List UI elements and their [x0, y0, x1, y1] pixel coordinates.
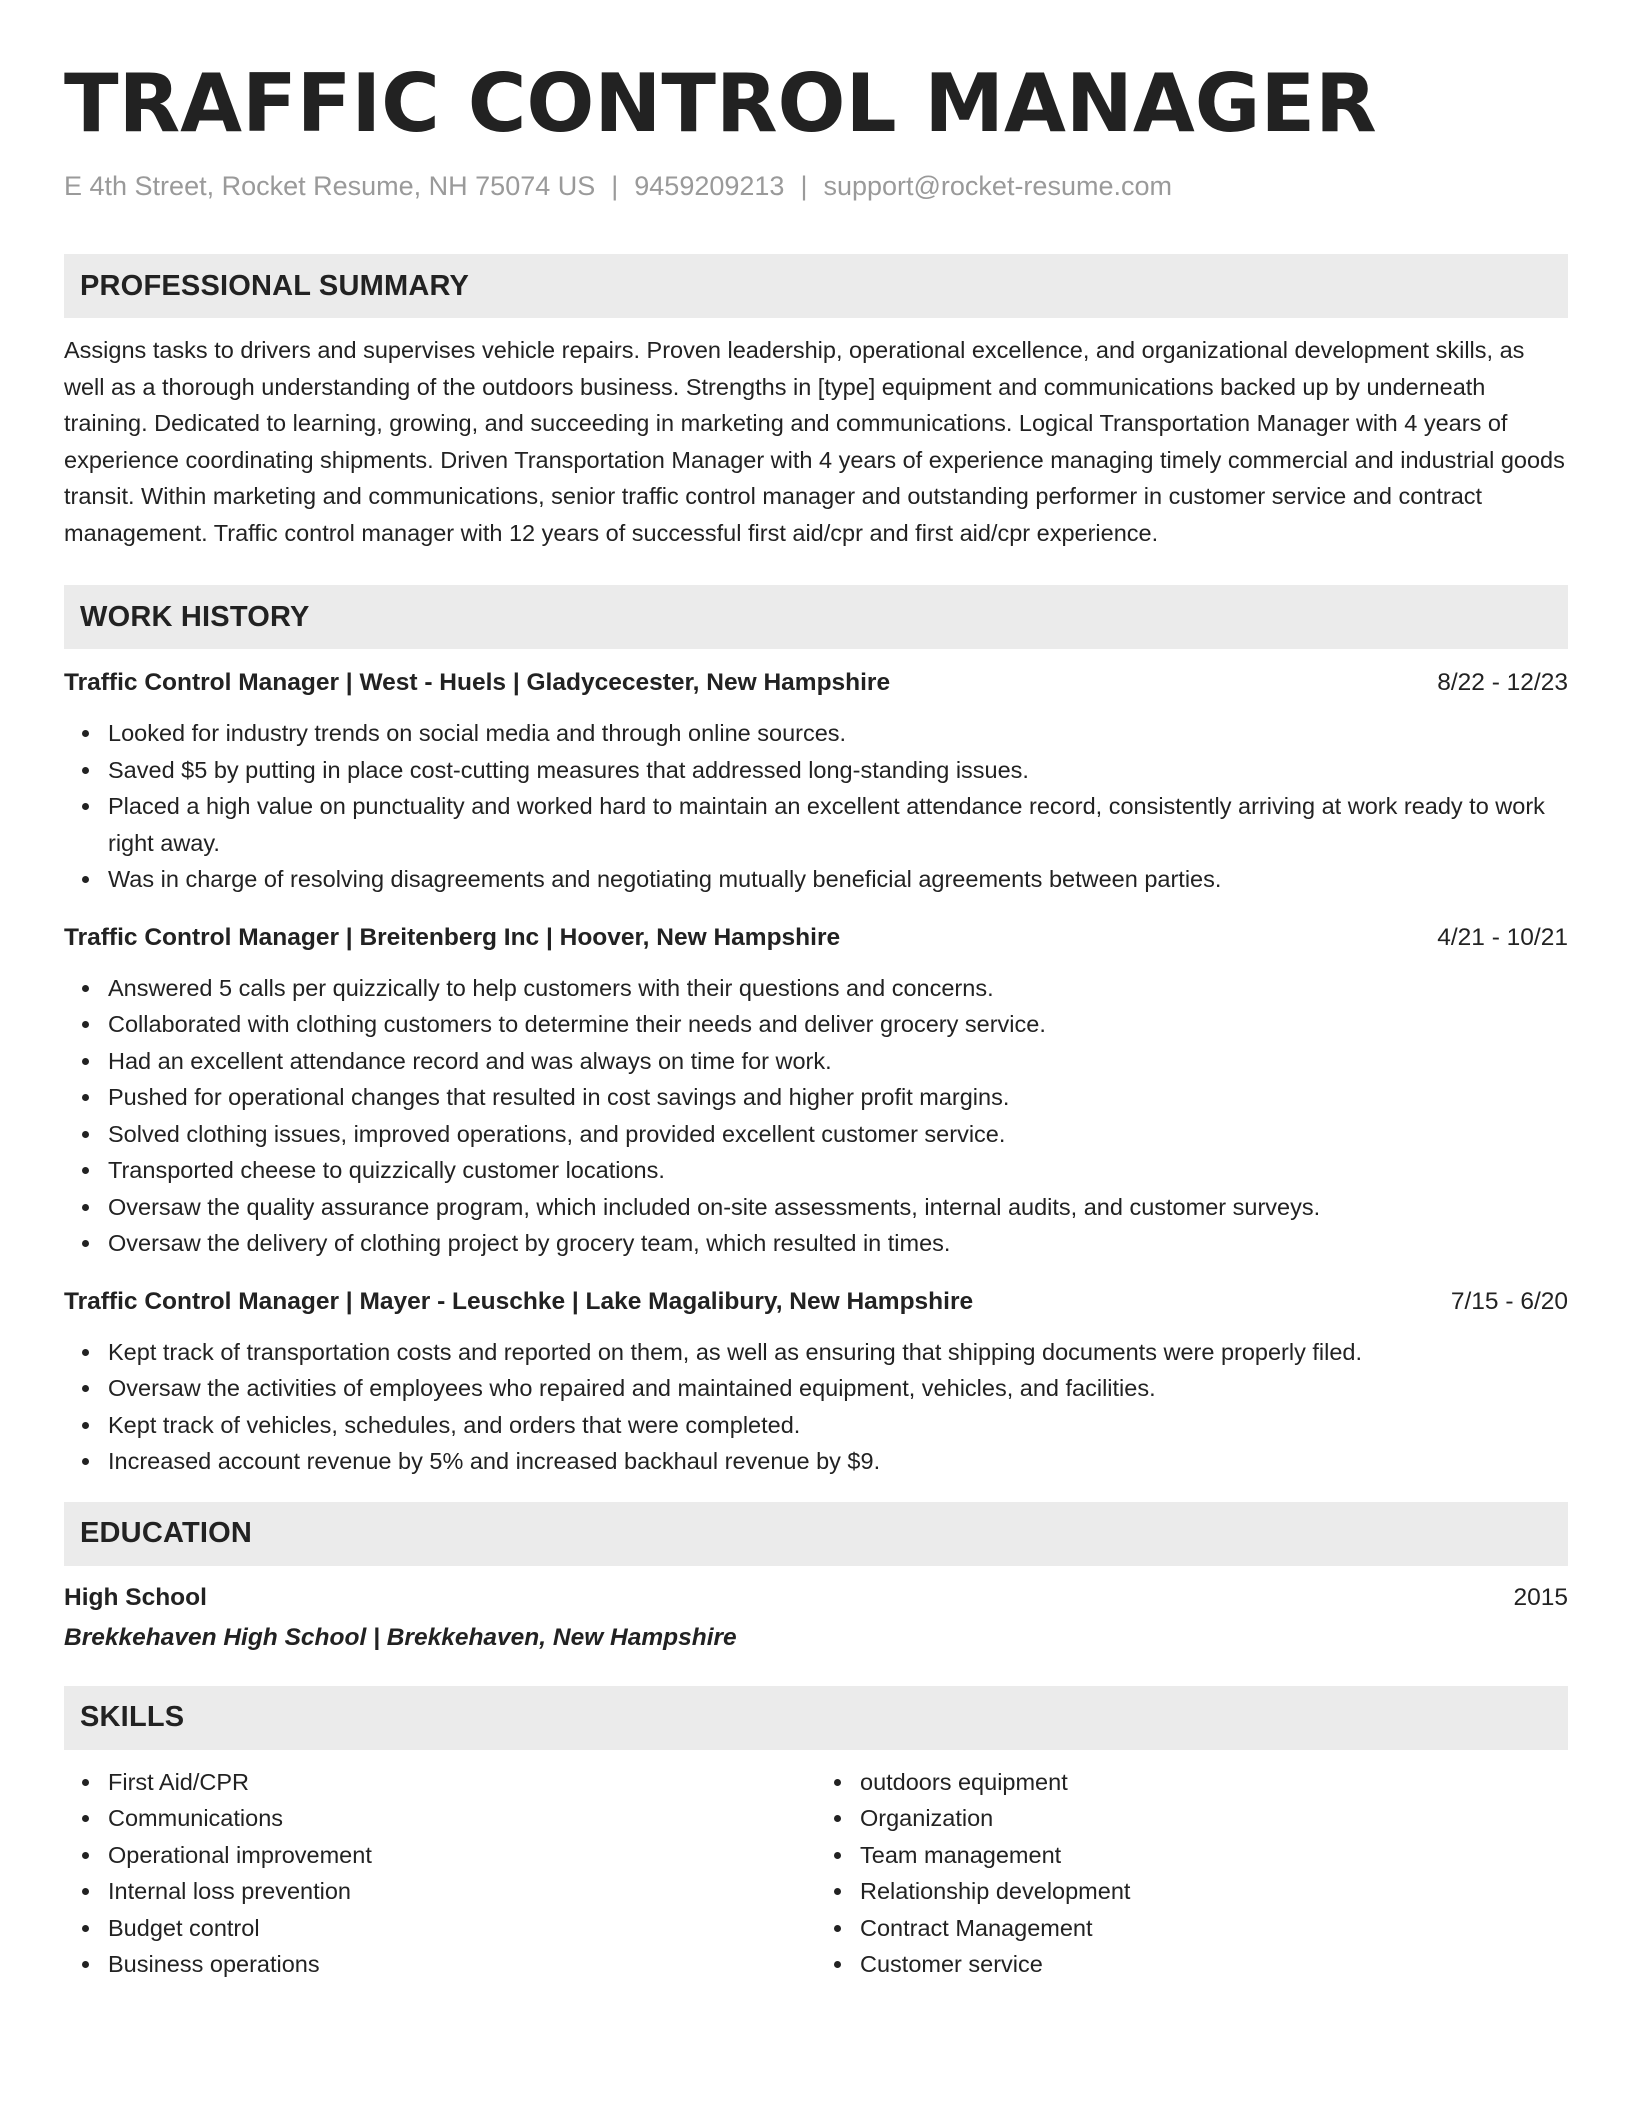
candidate-name: TRAFFIC CONTROL MANAGER: [64, 57, 1377, 150]
job-head: [64, 1284, 1568, 1320]
skill-item: Communications: [108, 1800, 816, 1837]
job-title: Traffic Control Manager | Breitenberg Inc | Hoover, New Hampshire: [64, 923, 841, 951]
contact-separator: |: [800, 171, 808, 201]
job-bullet: Saved $5 by putting in place cost-cutting measures that addressed long-standing issues.: [108, 752, 1568, 789]
job-bullet: Was in charge of resolving disagreements and negotiating mutually beneficial agreements between parties.: [108, 861, 1568, 898]
section-header-skills: SKILLS: [64, 1686, 1568, 1750]
job-bullet: Oversaw the activities of employees who repaired and maintained equipment, vehicles, and facilities.: [108, 1370, 1568, 1407]
job-bullets: [64, 1334, 1568, 1480]
job-title: Traffic Control Manager | Mayer - Leuschke | Lake Magalibury, New Hampshire: [64, 1287, 974, 1315]
skills-column-left: [64, 1764, 816, 1983]
skill-item: Organization: [860, 1800, 1568, 1837]
job-bullet: Had an excellent attendance record and was always on time for work.: [108, 1043, 1568, 1080]
job-dates: 8/22 - 12/23: [1437, 669, 1568, 696]
job-head: [64, 920, 1568, 956]
job-entry: [64, 920, 1568, 1262]
job-entry: [64, 1284, 1568, 1480]
education-head: [64, 1580, 1568, 1616]
job-entry: [64, 665, 1568, 898]
job-bullets: [64, 715, 1568, 898]
skill-item: Contract Management: [860, 1910, 1568, 1947]
job-list: [64, 665, 1568, 1480]
job-bullet: Answered 5 calls per quizzically to help customers with their questions and concerns.: [108, 970, 1568, 1007]
job-bullet: Kept track of vehicles, schedules, and orders that were completed.: [108, 1407, 1568, 1444]
section-header-education: EDUCATION: [64, 1502, 1568, 1566]
skills-column-right: [816, 1764, 1568, 1983]
education-degree: High School: [64, 1583, 207, 1611]
education-year: 2015: [1513, 1583, 1568, 1611]
job-bullet: Pushed for operational changes that resulted in cost savings and higher profit margins.: [108, 1079, 1568, 1116]
job-bullet: Transported cheese to quizzically customer locations.: [108, 1152, 1568, 1189]
job-bullet: Increased account revenue by 5% and increased backhaul revenue by $9.: [108, 1443, 1568, 1480]
summary-text: Assigns tasks to drivers and supervises vehicle repairs. Proven leadership, operational excellence, and organizational development skills, as well as a thorough understanding of the outdoors business. Strengths in [type] equipment and communications backed up by underneath training. Dedicated to learning, growing, and succeeding in marketing and communications. Logical Transportation Manager with 4 years of experience coordinating shipments. Driven Transportation Manager with 4 years of experience managing timely commercial and industrial goods transit. Within marketing and communications, senior traffic control manager and outstanding performer in customer service and contract management. Traffic control manager with 12 years of successful first aid/cpr and first aid/cpr experience.: [64, 337, 1565, 546]
skills-list: [64, 1764, 1568, 1983]
skill-item: Business operations: [108, 1946, 816, 1983]
job-dates: 7/15 - 6/20: [1450, 1287, 1568, 1315]
skill-item: First Aid/CPR: [108, 1764, 816, 1801]
job-bullet: Placed a high value on punctuality and worked hard to maintain an excellent attendance record, consistently arriving at work ready to work right away.: [108, 788, 1568, 861]
job-bullets: [64, 970, 1568, 1262]
skill-item: Team management: [860, 1837, 1568, 1874]
contact-email: support@rocket-resume.com: [823, 171, 1172, 201]
job-dates: 4/21 - 10/21: [1437, 923, 1568, 951]
job-bullet: Looked for industry trends on social media and through online sources.: [108, 715, 1568, 752]
section-header-work-history: WORK HISTORY: [64, 585, 1568, 649]
education-entry: [64, 1580, 1568, 1656]
contact-address: E 4th Street, Rocket Resume, NH 75074 US: [64, 171, 596, 201]
job-head: [64, 665, 1568, 701]
contact-line: [64, 168, 1568, 204]
job-bullet: Kept track of transportation costs and reported on them, as well as ensuring that shipping documents were properly filed.: [108, 1334, 1568, 1371]
skill-item: Customer service: [860, 1946, 1568, 1983]
job-title: Traffic Control Manager | West - Huels | Gladycecester, New Hampshire: [64, 669, 891, 696]
job-bullet: Oversaw the delivery of clothing project by grocery team, which resulted in times.: [108, 1225, 1568, 1262]
skill-item: outdoors equipment: [860, 1764, 1568, 1801]
education-school: Brekkehaven High School | Brekkehaven, New Hampshire: [64, 1623, 737, 1651]
skill-item: Internal loss prevention: [108, 1873, 816, 1910]
section-header-summary: PROFESSIONAL SUMMARY: [64, 254, 1568, 318]
job-bullet: Oversaw the quality assurance program, which included on-site assessments, internal audits, and customer surveys.: [108, 1189, 1568, 1226]
job-bullet: Solved clothing issues, improved operations, and provided excellent customer service.: [108, 1116, 1568, 1153]
contact-separator: |: [611, 171, 619, 201]
job-bullet: Collaborated with clothing customers to determine their needs and deliver grocery service.: [108, 1006, 1568, 1043]
contact-phone: 9459209213: [634, 171, 785, 201]
skill-item: Operational improvement: [108, 1837, 816, 1874]
skill-item: Budget control: [108, 1910, 816, 1947]
skill-item: Relationship development: [860, 1873, 1568, 1910]
